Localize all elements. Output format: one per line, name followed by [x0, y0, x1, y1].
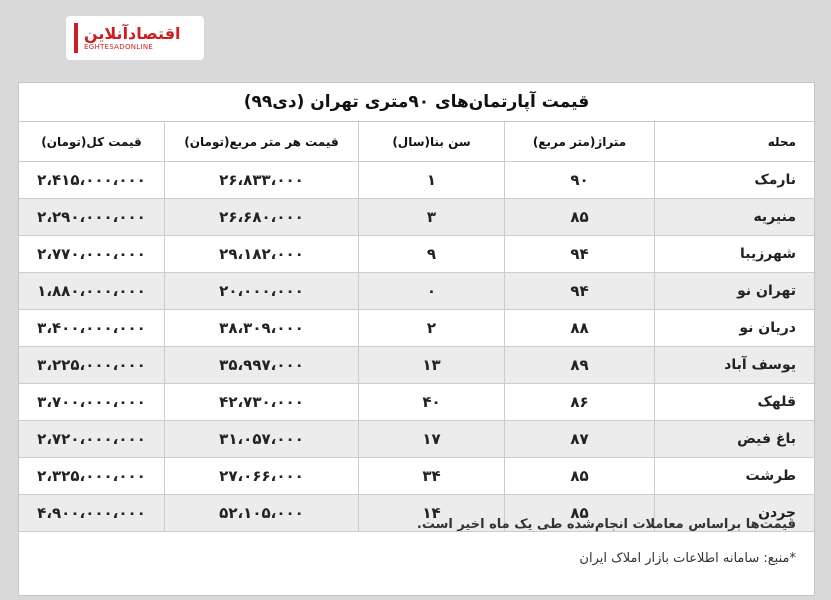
area-cell: ۸۵ [505, 458, 655, 495]
total-price-cell: ۳،۴۰۰،۰۰۰،۰۰۰ [19, 310, 165, 347]
building-age-cell: ۲ [359, 310, 505, 347]
price-per-sqm-cell: ۲۰،۰۰۰،۰۰۰ [165, 273, 359, 310]
building-age-cell: ۹ [359, 236, 505, 273]
table-row [19, 236, 814, 273]
neighborhood-cell: طرشت [655, 458, 815, 495]
price-per-sqm-cell: ۵۲،۱۰۵،۰۰۰ [165, 495, 359, 532]
building-age-cell: ۱۷ [359, 421, 505, 458]
total-price-cell: ۲،۷۷۰،۰۰۰،۰۰۰ [19, 236, 165, 273]
total-price-cell: ۱،۸۸۰،۰۰۰،۰۰۰ [19, 273, 165, 310]
area-cell: ۸۹ [505, 347, 655, 384]
source-note: *منبع: سامانه اطلاعات بازار املاک ایران [579, 551, 796, 566]
neighborhood-cell: تهران نو [655, 273, 815, 310]
price-per-sqm-cell: ۳۵،۹۹۷،۰۰۰ [165, 347, 359, 384]
area-cell: ۹۰ [505, 162, 655, 199]
area-cell: ۹۴ [505, 236, 655, 273]
neighborhood-cell: منیریه [655, 199, 815, 236]
price-per-sqm-cell: ۲۶،۸۳۳،۰۰۰ [165, 162, 359, 199]
area-cell: ۸۵ [505, 199, 655, 236]
price-per-sqm-cell: ۳۱،۰۵۷،۰۰۰ [165, 421, 359, 458]
table-row [19, 421, 814, 458]
price-per-sqm-cell: ۳۸،۳۰۹،۰۰۰ [165, 310, 359, 347]
total-price-cell: ۲،۲۹۰،۰۰۰،۰۰۰ [19, 199, 165, 236]
area-cell: ۸۶ [505, 384, 655, 421]
table-header-row [19, 122, 814, 162]
table-row [19, 458, 814, 495]
price-per-sqm-cell: ۲۷،۰۶۶،۰۰۰ [165, 458, 359, 495]
brand-logo [66, 16, 204, 60]
total-price-cell: ۳،۷۰۰،۰۰۰،۰۰۰ [19, 384, 165, 421]
building-age-cell: ۱ [359, 162, 505, 199]
building-age-cell: ۰ [359, 273, 505, 310]
price-table-card [18, 82, 815, 596]
total-price-cell: ۲،۴۱۵،۰۰۰،۰۰۰ [19, 162, 165, 199]
table-row [19, 162, 814, 199]
neighborhood-cell: دریان نو [655, 310, 815, 347]
logo-text [84, 25, 181, 51]
building-age-cell: ۱۴ [359, 495, 505, 532]
neighborhood-cell: یوسف آباد [655, 347, 815, 384]
table-row [19, 273, 814, 310]
header-total-price: قیمت کل(تومان) [19, 122, 165, 162]
price-table [19, 122, 814, 532]
price-per-sqm-cell: ۴۲،۷۳۰،۰۰۰ [165, 384, 359, 421]
total-price-cell: ۲،۳۲۵،۰۰۰،۰۰۰ [19, 458, 165, 495]
total-price-cell: ۴،۹۰۰،۰۰۰،۰۰۰ [19, 495, 165, 532]
table-row [19, 199, 814, 236]
neighborhood-cell: نارمک [655, 162, 815, 199]
total-price-cell: ۳،۲۲۵،۰۰۰،۰۰۰ [19, 347, 165, 384]
table-row [19, 384, 814, 421]
area-cell: ۸۵ [505, 495, 655, 532]
price-per-sqm-cell: ۲۶،۶۸۰،۰۰۰ [165, 199, 359, 236]
building-age-cell: ۱۳ [359, 347, 505, 384]
header-price-per-sqm: قیمت هر متر مربع(تومان) [165, 122, 359, 162]
total-price-cell: ۲،۷۲۰،۰۰۰،۰۰۰ [19, 421, 165, 458]
building-age-cell: ۳ [359, 199, 505, 236]
logo-mark [74, 23, 78, 53]
table-title: قیمت آپارتمان‌های ۹۰متری تهران (دی۹۹) [19, 83, 814, 122]
neighborhood-cell: جردن [655, 495, 815, 532]
building-age-cell: ۴۰ [359, 384, 505, 421]
area-cell: ۸۸ [505, 310, 655, 347]
footnote: قیمت‌ها براساس معاملات انجام‌شده طی یک ماه اخیر است. [416, 517, 796, 532]
header-building-age: سن بنا(سال) [359, 122, 505, 162]
table-row [19, 310, 814, 347]
neighborhood-cell: قلهک [655, 384, 815, 421]
logo-persian-text: اقتصادآنلاین [84, 24, 181, 43]
logo-english-text: EGHTESADONLINE [84, 43, 154, 51]
neighborhood-cell: باغ فیض [655, 421, 815, 458]
table-row [19, 347, 814, 384]
area-cell: ۸۷ [505, 421, 655, 458]
area-cell: ۹۴ [505, 273, 655, 310]
building-age-cell: ۳۴ [359, 458, 505, 495]
price-per-sqm-cell: ۲۹،۱۸۲،۰۰۰ [165, 236, 359, 273]
header-area: متراژ(متر مربع) [505, 122, 655, 162]
header-neighborhood: محله [655, 122, 815, 162]
neighborhood-cell: شهرزیبا [655, 236, 815, 273]
